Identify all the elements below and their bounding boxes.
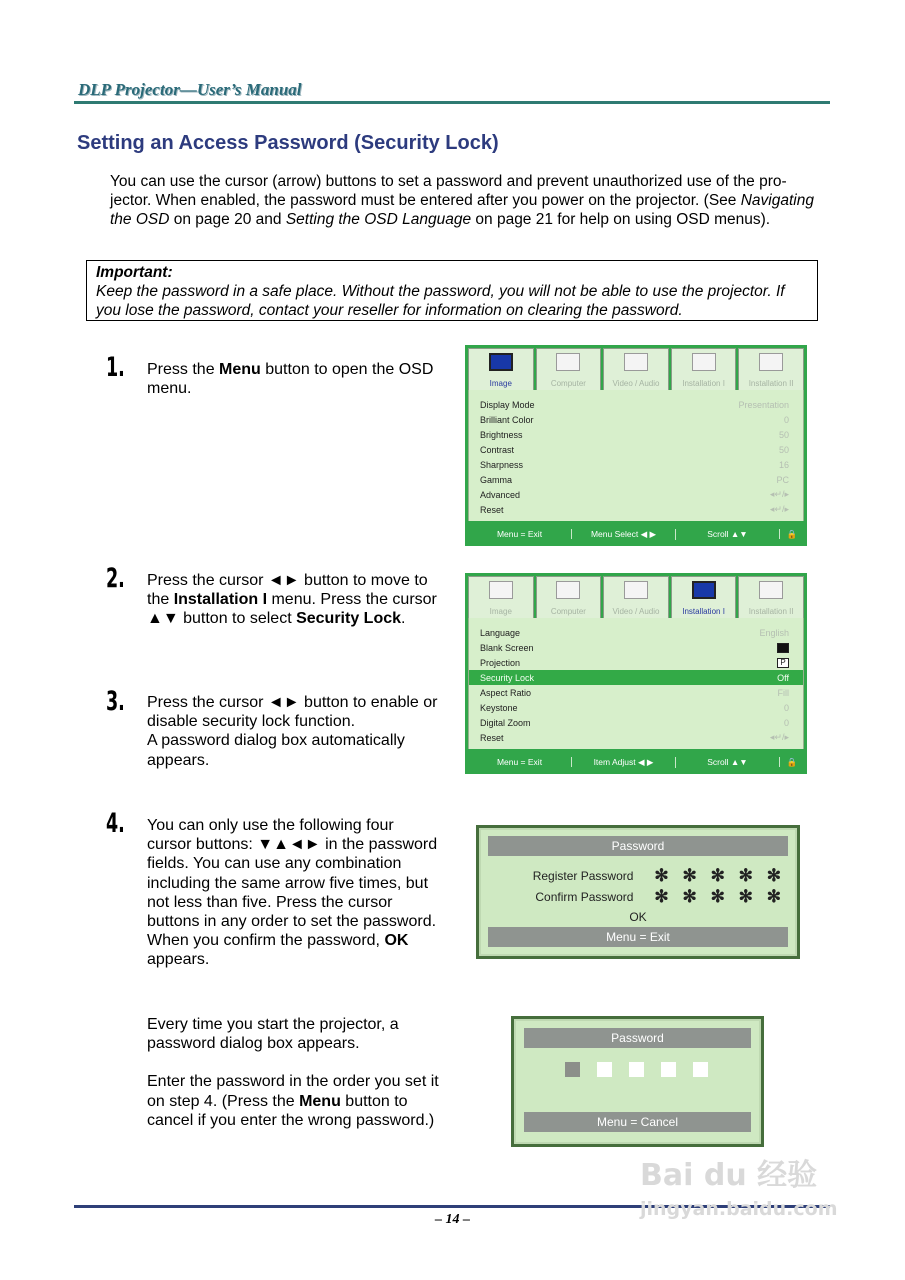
tab-label: Image (489, 379, 512, 388)
row-value: Presentation (738, 399, 789, 410)
step-text: Press the (147, 361, 220, 378)
dialog-title: Password (524, 1028, 751, 1048)
intro-text-2: on page 20 and (169, 211, 286, 228)
step-text: Enter the password in the order you set it on step 4. (Press the (147, 1073, 439, 1110)
section-title: Setting an Access Password (Security Lock) (77, 132, 499, 154)
tab-image[interactable] (468, 576, 534, 618)
osd-row-gamma[interactable] (469, 472, 803, 487)
osd-menu-image (465, 345, 807, 546)
osd-row-reset[interactable] (469, 730, 803, 745)
password-box (661, 1062, 676, 1077)
watermark (640, 1150, 838, 1220)
computer-icon (556, 581, 580, 599)
password-asterisk: ✻ (654, 886, 669, 906)
intro-text-1: You can use the cursor (arrow) buttons to set a password and prevent unauthorized use of the pro-jector. When enabled, the password must be entered after you power on the projector. (See (110, 173, 787, 209)
step-2-text (147, 571, 439, 629)
osd-item-list (468, 618, 804, 749)
osd-item-list (468, 390, 804, 521)
register-password-row[interactable] (488, 865, 788, 886)
video-audio-icon (624, 353, 648, 371)
row-label: Advanced (480, 489, 521, 500)
osd-row-language[interactable] (469, 625, 803, 640)
osd-row-display-mode[interactable] (469, 397, 803, 412)
row-value: 0 (783, 702, 789, 713)
footer-adjust-hint: Item Adjust ◀ ▶ (572, 757, 676, 768)
footer-scroll-hint: Scroll ▲▼ (676, 529, 780, 539)
tab-installation-1[interactable] (671, 348, 737, 390)
tab-installation-1[interactable] (671, 576, 737, 618)
row-label: Digital Zoom (480, 717, 531, 728)
tab-video-audio[interactable] (603, 348, 669, 390)
tab-computer[interactable] (536, 348, 602, 390)
confirm-password-label: Confirm Password (535, 889, 634, 904)
row-value: 50 (778, 429, 789, 440)
footer-exit-hint: Menu = Exit (468, 529, 572, 539)
row-label: Projection (480, 657, 521, 668)
osd-row-brightness[interactable] (469, 427, 803, 442)
tab-image[interactable] (468, 348, 534, 390)
row-value: ◂↵/▸ (769, 732, 789, 742)
osd-row-security-lock[interactable] (469, 670, 803, 685)
tab-label: Video / Audio (612, 379, 660, 388)
password-asterisk: ✻ (710, 886, 725, 906)
tab-label: Computer (550, 379, 586, 388)
step-bold: Menu (299, 1092, 341, 1110)
tab-computer[interactable] (536, 576, 602, 618)
step-text: . (401, 610, 406, 628)
step-number: 2. (106, 563, 125, 594)
osd-row-digital-zoom[interactable] (469, 715, 803, 730)
intro-paragraph (110, 172, 815, 229)
row-label: Brightness (480, 429, 523, 440)
tab-label: Installation I (682, 607, 725, 616)
lock-icon: 🔒 (786, 528, 798, 539)
image-icon (489, 353, 513, 371)
step-text: Every time you start the projector, a password dialog box appears. (147, 1016, 399, 1053)
manual-title: DLP Projector—User’s Manual (78, 80, 302, 99)
password-asterisk: ✻ (682, 886, 697, 906)
projector-icon (692, 353, 716, 371)
projector-help-icon (759, 353, 783, 371)
tab-installation-2[interactable] (738, 576, 804, 618)
row-value: PC (776, 474, 789, 485)
step-text: Press the cursor ◄► button to move to the (147, 572, 428, 609)
row-label: Reset (480, 504, 504, 515)
osd-menu-installation (465, 573, 807, 774)
osd-footer (468, 753, 804, 771)
tab-installation-2[interactable] (738, 348, 804, 390)
important-label: Important: (96, 264, 173, 281)
password-box (629, 1062, 644, 1077)
row-label: Gamma (480, 474, 513, 485)
footer-exit-hint: Menu = Exit (468, 757, 572, 767)
osd-tabs (468, 576, 804, 618)
intro-text-3: on page 21 for help on using OSD menus). (471, 211, 771, 228)
password-asterisk: ✻ (738, 886, 753, 906)
osd-footer (468, 525, 804, 543)
step-4-text (147, 816, 439, 970)
row-label: Display Mode (480, 399, 535, 410)
step-1-text (147, 360, 439, 398)
watermark-url: jingyan.baidu.com (640, 1198, 838, 1220)
password-asterisk: ✻ (710, 865, 725, 885)
step-text: appears. (147, 951, 210, 969)
dialog-footer-hint: Menu = Exit (488, 927, 788, 947)
row-value: English (759, 627, 789, 638)
confirm-password-row[interactable] (488, 886, 788, 907)
osd-tabs (468, 348, 804, 390)
step-text-enter (147, 1072, 439, 1130)
lock-icon: 🔒 (786, 756, 798, 767)
osd-row-blank-screen[interactable] (469, 640, 803, 655)
osd-row-sharpness[interactable] (469, 457, 803, 472)
startup-password-text (147, 1015, 439, 1130)
step-number: 1. (106, 352, 125, 383)
page-number: – 14 – (435, 1212, 470, 1227)
osd-row-contrast[interactable] (469, 442, 803, 457)
dialog-footer-hint: Menu = Cancel (524, 1112, 751, 1132)
password-asterisk: ✻ (738, 865, 753, 885)
row-label: Reset (480, 732, 504, 743)
tab-label: Computer (550, 607, 586, 616)
row-label: Brilliant Color (480, 414, 534, 425)
intro-ref-navigating-osd: Navigating the OSD (110, 192, 814, 228)
row-value: Fill (777, 687, 789, 698)
osd-row-aspect-ratio[interactable] (469, 685, 803, 700)
header-divider (74, 101, 830, 104)
osd-row-reset[interactable] (469, 502, 803, 517)
step-bold: Security Lock (296, 610, 402, 628)
intro-ref-osd-language: Setting the OSD Language (285, 211, 472, 228)
password-box (565, 1062, 580, 1077)
dialog-title: Password (488, 836, 788, 856)
computer-icon (556, 353, 580, 371)
row-label: Aspect Ratio (480, 687, 532, 698)
tab-label: Installation II (748, 607, 794, 616)
projector-help-icon (759, 581, 783, 599)
tab-label: Installation I (682, 379, 725, 388)
ok-label: OK (629, 910, 647, 924)
osd-row-keystone[interactable] (469, 700, 803, 715)
step-bold: Installation I (173, 591, 268, 609)
footer-scroll-hint: Scroll ▲▼ (676, 757, 780, 767)
video-audio-icon (624, 581, 648, 599)
watermark-brand: Bai du 经验 (640, 1158, 818, 1193)
row-value: Off (777, 672, 789, 683)
password-input-boxes[interactable] (524, 1048, 751, 1082)
step-text: A password dialog box automatically appears. (147, 732, 405, 769)
tab-label: Video / Audio (612, 607, 660, 616)
password-asterisk: ✻ (682, 865, 697, 885)
tab-label: Image (489, 607, 512, 616)
step-text: You can only use the following four cursor buttons: ▼▲◄► in the password fields. You can use any combination including the same arrow five times, but not less than five. Press the cursor buttons in any order to set the password. When you confirm the password, (147, 817, 438, 950)
row-value: ◂↵/▸ (769, 489, 789, 499)
image-icon (489, 581, 513, 599)
important-text: Keep the password in a safe place. Without the password, you will not be able to use the projector. If you lose the password, contact your reseller for information on clearing the password. (96, 283, 785, 319)
footer-select-hint: Menu Select ◀ ▶ (572, 529, 676, 540)
projection-icon: P (777, 658, 789, 668)
osd-row-projection[interactable] (469, 655, 803, 670)
row-label: Sharpness (480, 459, 524, 470)
tab-video-audio[interactable] (603, 576, 669, 618)
step-text: Press the cursor ◄► button to enable or disable security lock function. (147, 694, 438, 731)
row-label: Language (480, 627, 521, 638)
step-3-text (147, 693, 439, 770)
tab-label: Installation II (748, 379, 794, 388)
osd-row-brilliant-color[interactable] (469, 412, 803, 427)
password-asterisk: ✻ (654, 865, 669, 885)
important-note (86, 260, 818, 321)
row-value: ◂↵/▸ (769, 504, 789, 514)
password-box (693, 1062, 708, 1077)
step-text: button to cancel if you enter the wrong password.) (147, 1092, 435, 1129)
row-label: Keystone (480, 702, 518, 713)
step-text: button to open the OSD menu. (147, 361, 434, 398)
row-label: Contrast (480, 444, 515, 455)
step-text: menu. Press the cursor ▲▼ button to select (147, 591, 437, 628)
register-password-label: Register Password (532, 868, 634, 883)
step-number: 4. (106, 808, 125, 839)
password-register-dialog (476, 825, 800, 959)
password-asterisk: ✻ (766, 865, 782, 885)
projector-icon (692, 581, 716, 599)
step-number: 3. (106, 686, 125, 717)
row-label: Blank Screen (480, 642, 534, 653)
password-asterisk: ✻ (766, 886, 782, 906)
row-value: 16 (778, 459, 789, 470)
step-bold: Menu (219, 361, 261, 378)
row-label: Security Lock (480, 672, 535, 683)
row-value: 50 (778, 444, 789, 455)
osd-row-advanced[interactable] (469, 487, 803, 502)
password-enter-dialog (511, 1016, 764, 1147)
blank-screen-swatch (777, 643, 789, 653)
row-value: 0 (783, 414, 789, 425)
password-box (597, 1062, 612, 1077)
row-value: 0 (783, 717, 789, 728)
step-bold: OK (384, 932, 409, 950)
